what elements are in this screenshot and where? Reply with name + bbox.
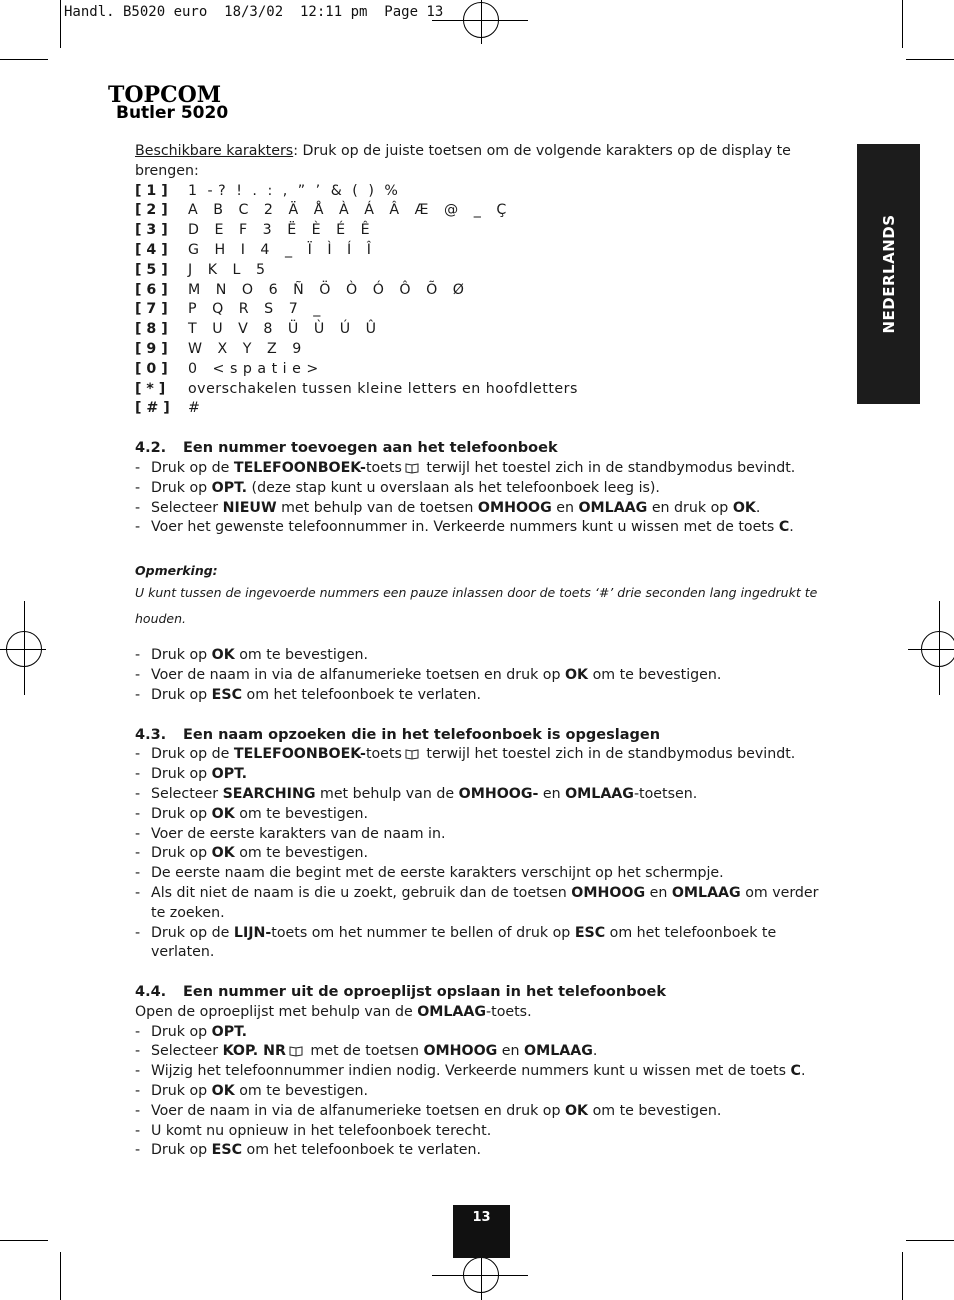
step-list [135, 459, 835, 538]
list-item: - Voer de naam in via de alfanumerieke toetsen en druk op OK om te bevestigen. [135, 666, 835, 686]
list-item: - Druk op OPT. [135, 1023, 835, 1043]
section-heading: 4.3. Een naam opzoeken die in het telefoonboek is opgeslagen [135, 726, 661, 743]
section-heading: 4.2. Een nummer toevoegen aan het telefoonboek [135, 440, 558, 457]
list-item: - Voer het gewenste telefoonnummer in. Verkeerde nummers kunt u wissen met de toets C. [135, 518, 835, 538]
list-item: - Druk op OK om te bevestigen. [135, 646, 835, 666]
model-title: Butler 5020 [116, 103, 229, 123]
step-list [135, 1023, 835, 1162]
list-item: - Druk op OPT. [135, 765, 835, 785]
list-item: - Druk op de TELEFOONBOEK-toets terwijl het toestel zich in de standbymodus bevindt. [135, 745, 835, 765]
char-row: [ 7 ] P Q R S 7 _ [135, 301, 321, 318]
section-4-2 [135, 439, 835, 705]
section-4-4 [135, 983, 835, 1161]
list-item: - Wijzig het telefoonnummer indien nodig. Verkeerde nummers kunt u wissen met de toets C. [135, 1062, 835, 1082]
section-lead: Open de oproeplijst met behulp van de OMLAAG-toets. [135, 1003, 532, 1020]
list-item: - Voer de eerste karakters van de naam in. [135, 825, 835, 845]
section-4-3 [135, 726, 835, 964]
char-row: [ # ] # [135, 400, 201, 417]
note-title: Opmerking: [135, 563, 218, 579]
language-tab [857, 144, 920, 404]
list-item: - Selecteer SEARCHING met behulp van de OMHOOG- en OMLAAG-toetsen. [135, 785, 835, 805]
list-item: - Druk op OK om te bevestigen. [135, 844, 835, 864]
list-item: - De eerste naam die begint met de eerste karakters verschijnt op het schermpje. [135, 864, 835, 884]
language-tab-label: NEDERLANDS [879, 214, 898, 334]
char-row: [ 9 ] W X Y Z 9 [135, 340, 302, 357]
phonebook-icon [289, 1045, 303, 1057]
list-item: - Voer de naam in via de alfanumerieke toetsen en druk op OK om te bevestigen. [135, 1102, 835, 1122]
char-row: [ 0 ] 0 < s p a t i e > [135, 360, 319, 377]
list-item: - Druk op OK om te bevestigen. [135, 1082, 835, 1102]
char-row: [ 3 ] D E F 3 Ë È É Ê [135, 222, 371, 239]
list-item: - Selecteer NIEUW met behulp van de toetsen OMHOOG en OMLAAG en druk op OK. [135, 499, 835, 519]
page-number: 13 [453, 1205, 510, 1258]
list-item: - Druk op de TELEFOONBOEK-toets terwijl het toestel zich in de standbymodus bevindt. [135, 459, 835, 479]
char-row: [ 6 ] M N O 6 Ñ Ö Ò Ó Ô Õ Ø [135, 281, 465, 298]
list-item: - Druk op ESC om het telefoonboek te verlaten. [135, 1141, 835, 1161]
char-row: [ 5 ] J K L 5 [135, 261, 266, 278]
brand-logo: TOPCOM [108, 82, 222, 108]
list-item: - Druk op ESC om het telefoonboek te verlaten. [135, 686, 835, 706]
phonebook-icon [405, 748, 419, 760]
char-table [135, 182, 835, 420]
phonebook-icon [405, 462, 419, 474]
list-item: - Als dit niet de naam is die u zoekt, gebruik dan de toetsen OMHOOG en OMLAAG om verder te zoeken. [135, 884, 835, 924]
char-row: [ 4 ] G H I 4 _ Ï Ì Í Î [135, 241, 372, 258]
list-item: - Druk op OPT. (deze stap kunt u overslaan als het telefoonboek leeg is). [135, 479, 835, 499]
char-row: [ 8 ] T U V 8 Ü Ù Ú Û [135, 321, 377, 338]
list-item: - Selecteer KOP. NR met de toetsen OMHOOG en OMLAAG. [135, 1042, 835, 1062]
list-item: - Druk op OK om te bevestigen. [135, 805, 835, 825]
char-intro: Beschikbare karakters: Druk op de juiste toetsen om de volgende karakters op de display te brengen: [135, 143, 791, 179]
section-heading: 4.4. Een nummer uit de oproeplijst opslaan in het telefoonboek [135, 984, 667, 1001]
char-row: [ 1 ] 1 - ? ! . : , ” ’ & ( ) % [135, 182, 399, 199]
char-row: [ 2 ] A B C 2 Ä Å À Á Â Æ @ _ Ç [135, 202, 507, 219]
step-list [135, 646, 835, 705]
main-content [135, 142, 835, 1161]
step-list [135, 745, 835, 963]
note-text: U kunt tussen de ingevoerde nummers een pauze inlassen door de toets ‘#’ drie seconden lang ingedrukt te houden. [135, 585, 818, 627]
list-item: - Druk op de LIJN-toets om het nummer te bellen of druk op ESC om het telefoonboek te verlaten. [135, 924, 835, 964]
list-item: - U komt nu opnieuw in het telefoonboek terecht. [135, 1122, 835, 1142]
char-row: [ * ] overschakelen tussen kleine letters en hoofdletters [135, 380, 578, 397]
print-slug: Handl. B5020 euro 18/3/02 12:11 pm Page 13 [64, 4, 444, 20]
